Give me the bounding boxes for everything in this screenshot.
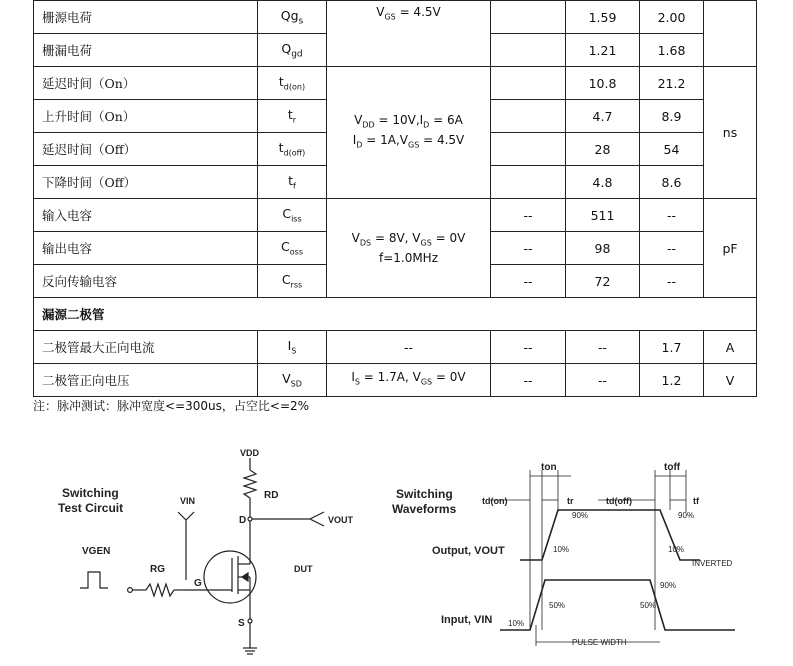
unit-pf: pF xyxy=(704,199,757,298)
param-name: 输出电容 xyxy=(34,232,258,265)
typ-value: 1.59 xyxy=(566,1,640,34)
param-symbol: $t_f$ xyxy=(258,166,327,199)
param-name: 上升时间（On） xyxy=(34,100,258,133)
p90-a: 90% xyxy=(572,511,589,520)
param-symbol: $t_{d(on)}$ xyxy=(258,67,327,100)
vgen-pulse xyxy=(80,572,108,588)
dut-label: DUT xyxy=(294,564,313,574)
min-value: -- xyxy=(491,265,566,298)
typ-value: 4.8 xyxy=(566,166,640,199)
max-value: 8.6 xyxy=(640,166,704,199)
p90-c: 90% xyxy=(660,581,677,590)
output-label: Output, VOUT xyxy=(432,545,505,557)
tdoff-label: td(off) xyxy=(606,496,632,506)
section-heading-diode: 漏源二极管 xyxy=(34,298,757,331)
vgen-node xyxy=(128,588,133,593)
tr-label: tr xyxy=(567,496,574,506)
param-symbol: $Q_{gd}$ xyxy=(258,34,327,67)
param-symbol: $I_S$ xyxy=(258,331,327,364)
param-name: 输入电容 xyxy=(34,199,258,232)
g-label: G xyxy=(194,578,202,589)
ton-label: ton xyxy=(541,462,557,473)
drain-node xyxy=(248,517,252,521)
vin-label: VIN xyxy=(180,496,196,506)
p10-c: 10% xyxy=(508,619,525,628)
typ-value: 511 xyxy=(566,199,640,232)
note-prefix: 注：脉冲测试：脉冲宽度 xyxy=(33,399,166,413)
param-name: 栅漏电荷 xyxy=(34,34,258,67)
note-a: <=300us xyxy=(165,399,222,413)
note-b: <=2% xyxy=(269,399,310,413)
max-value: 1.68 xyxy=(640,34,704,67)
waves-title-2: Waveforms xyxy=(392,502,457,516)
min-cell xyxy=(491,67,566,100)
p50-a: 50% xyxy=(549,601,566,610)
vin-arrow xyxy=(178,512,194,520)
spec-table xyxy=(33,0,757,397)
typ-value: -- xyxy=(566,364,640,397)
typ-value: 28 xyxy=(566,133,640,166)
typ-value: 98 xyxy=(566,232,640,265)
p50-b: 50% xyxy=(640,601,657,610)
min-value: -- xyxy=(491,331,566,364)
param-name: 下降时间（Off） xyxy=(34,166,258,199)
min-value: -- xyxy=(491,199,566,232)
circuit-title-2: Test Circuit xyxy=(58,501,124,515)
input-label: Input, VIN xyxy=(441,614,493,626)
max-value: 54 xyxy=(640,133,704,166)
vdd-label: VDD xyxy=(240,448,260,458)
unit: V xyxy=(704,364,757,397)
vout-arrow xyxy=(310,512,324,526)
rg-label: RG xyxy=(150,564,165,575)
switching-diagrams xyxy=(0,430,793,666)
unit-cell xyxy=(704,1,757,67)
tdon-label: td(on) xyxy=(482,496,508,506)
param-symbol: $C_{oss}$ xyxy=(258,232,327,265)
typ-value: 72 xyxy=(566,265,640,298)
min-cell xyxy=(491,133,566,166)
vout-label: VOUT xyxy=(328,515,354,525)
footnote xyxy=(33,397,309,414)
p90-b: 90% xyxy=(678,511,695,520)
max-value: 1.2 xyxy=(640,364,704,397)
param-name: 延迟时间（Off） xyxy=(34,133,258,166)
min-cell xyxy=(491,1,566,34)
tf-label: tf xyxy=(693,496,699,506)
param-symbol: $t_{d(off)}$ xyxy=(258,133,327,166)
rd-resistor xyxy=(244,470,256,498)
p10-a: 10% xyxy=(553,545,570,554)
circuit-title-1: Switching xyxy=(62,486,119,500)
toff-label: toff xyxy=(664,462,681,473)
param-name: 反向传输电容 xyxy=(34,265,258,298)
param-name: 栅源电荷 xyxy=(34,1,258,34)
param-symbol: $Qg_s$ xyxy=(258,1,327,34)
vgen-label: VGEN xyxy=(82,546,111,557)
param-name: 二极管正向电压 xyxy=(34,364,258,397)
condition: $I_S = 1.7A$, $V_{GS} = 0V$ xyxy=(327,364,491,397)
typ-value: 10.8 xyxy=(566,67,640,100)
max-value: 21.2 xyxy=(640,67,704,100)
min-value: -- xyxy=(491,232,566,265)
pulse-width-label: PULSE WIDTH xyxy=(572,638,627,647)
max-value: 2.00 xyxy=(640,1,704,34)
gate-charge-condition: $V_{GS} = 4.5V$ xyxy=(327,1,491,67)
min-cell xyxy=(491,34,566,67)
typ-value: 1.21 xyxy=(566,34,640,67)
input-waveform xyxy=(500,580,735,630)
param-symbol: $C_{rss}$ xyxy=(258,265,327,298)
capacitance-condition: $V_{DS} = 8V$, $V_{GS} = 0V$ f=1.0MHz xyxy=(327,199,491,298)
max-value: 1.7 xyxy=(640,331,704,364)
condition: -- xyxy=(327,331,491,364)
source-node xyxy=(248,619,252,623)
switching-condition: $V_{DD} = 10V,I_D = 6A$ $I_D = 1A,V_{GS} = 4.5V$ xyxy=(327,67,491,199)
unit-ns: ns xyxy=(704,67,757,199)
p10-b: 10% xyxy=(668,545,685,554)
param-symbol: $t_r$ xyxy=(258,100,327,133)
min-cell xyxy=(491,100,566,133)
unit: A xyxy=(704,331,757,364)
typ-value: 4.7 xyxy=(566,100,640,133)
rg-resistor xyxy=(146,584,174,596)
min-value: -- xyxy=(491,364,566,397)
max-value: -- xyxy=(640,232,704,265)
note-mid: ，占空比 xyxy=(221,399,270,413)
typ-value: -- xyxy=(566,331,640,364)
max-value: -- xyxy=(640,199,704,232)
d-label: D xyxy=(239,515,247,526)
param-symbol: $V_{SD}$ xyxy=(258,364,327,397)
waves-title-1: Switching xyxy=(396,487,453,501)
rd-label: RD xyxy=(264,490,279,501)
max-value: 8.9 xyxy=(640,100,704,133)
min-cell xyxy=(491,166,566,199)
inverted-label: INVERTED xyxy=(692,559,733,568)
body-arrow xyxy=(242,573,248,581)
param-symbol: $C_{iss}$ xyxy=(258,199,327,232)
max-value: -- xyxy=(640,265,704,298)
param-name: 延迟时间（On） xyxy=(34,67,258,100)
s-label: S xyxy=(238,618,245,629)
param-name: 二极管最大正向电流 xyxy=(34,331,258,364)
